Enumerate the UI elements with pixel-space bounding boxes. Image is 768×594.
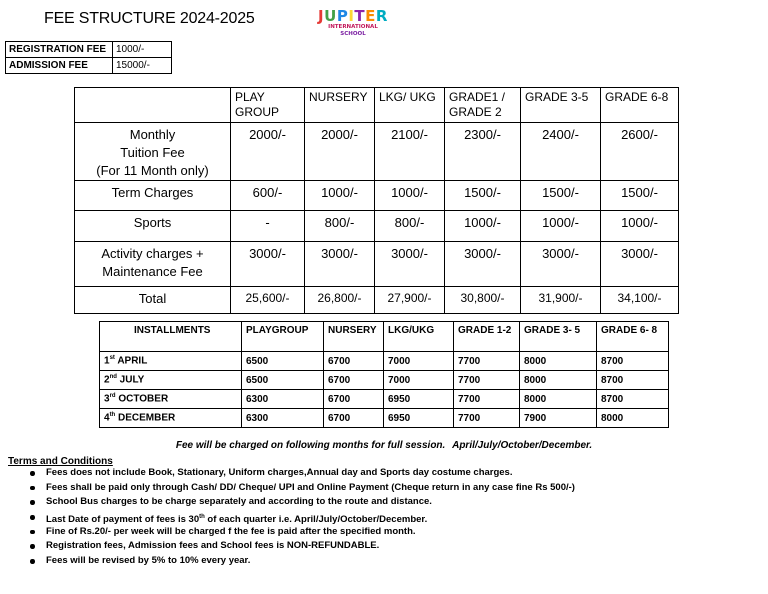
column-header: NURSERY	[324, 322, 384, 352]
column-header	[75, 88, 231, 123]
note-months: April/July/October/December.	[452, 440, 593, 451]
installment-cell: 6300	[242, 390, 324, 409]
table-row	[100, 371, 669, 390]
fee-cell: 1500/-	[601, 181, 679, 211]
fee-cell: 2300/-	[445, 123, 521, 181]
table-row	[6, 58, 172, 74]
column-header: NURSERY	[305, 88, 375, 123]
column-header: GRADE 3-5	[521, 88, 601, 123]
table-header-row	[75, 88, 679, 123]
note-text: Fee will be charged on following months for full session.	[175, 440, 446, 451]
fee-cell: 3000/-	[601, 242, 679, 287]
list-item: Fees will be revised by 5% to 10% every year.	[46, 554, 766, 569]
installment-cell: 7000	[384, 371, 454, 390]
installment-cell: 8700	[597, 390, 669, 409]
row-label	[75, 242, 231, 287]
logo-subtitle: INTERNATIONAL	[328, 24, 378, 30]
row-label-line: Sports	[133, 215, 172, 230]
fee-cell: 3000/-	[375, 242, 445, 287]
fee-cell: 3000/-	[305, 242, 375, 287]
fee-cell: 2000/-	[305, 123, 375, 181]
column-header: GRADE 6-8	[601, 88, 679, 123]
terms-heading: Terms and Conditions	[8, 456, 113, 467]
fee-cell: 1000/-	[305, 181, 375, 211]
installment-label: 3rd OCTOBER	[100, 390, 242, 409]
fee-cell: 2000/-	[231, 123, 305, 181]
list-item: Fees shall be paid only through Cash/ DD/ Cheque/ UPI and Online Payment (Cheque return in any case fine Rs 500/-)	[46, 481, 766, 496]
fee-cell: 30,800/-	[445, 287, 521, 314]
installment-cell: 8000	[520, 371, 597, 390]
installment-cell: 7700	[454, 409, 520, 428]
table-row	[75, 242, 679, 287]
list-item: School Bus charges to be charge separately and according to the route and distance.	[46, 495, 766, 510]
installment-cell: 6950	[384, 409, 454, 428]
fee-cell: 1000/-	[375, 181, 445, 211]
fee-cell: 1500/-	[445, 181, 521, 211]
row-label	[75, 211, 231, 242]
logo-wordmark	[310, 8, 396, 24]
fee-cell: 800/-	[375, 211, 445, 242]
fee-cell: -	[231, 211, 305, 242]
installments-table	[99, 321, 669, 428]
installment-cell: 8000	[520, 390, 597, 409]
installment-cell: 7700	[454, 371, 520, 390]
table-row	[75, 211, 679, 242]
fee-cell: 600/-	[231, 181, 305, 211]
table-row	[100, 352, 669, 371]
table-header-row	[100, 322, 669, 352]
page-title: FEE STRUCTURE 2024-2025	[44, 10, 255, 27]
logo-letter: T	[354, 7, 366, 25]
installment-cell: 6700	[324, 352, 384, 371]
fee-cell: 1500/-	[521, 181, 601, 211]
row-label	[75, 181, 231, 211]
column-header: LKG/UKG	[384, 322, 454, 352]
installment-label: 4th DECEMBER	[100, 409, 242, 428]
table-row	[75, 181, 679, 211]
list-item: Fine of Rs.20/- per week will be charged f the fee is paid after the specified month.	[46, 525, 766, 540]
installment-cell: 8700	[597, 371, 669, 390]
fee-cell: 1000/-	[601, 211, 679, 242]
fee-cell: 25,600/-	[231, 287, 305, 314]
installment-cell: 6500	[242, 352, 324, 371]
fees-table	[5, 41, 172, 74]
column-header: INSTALLMENTS	[100, 322, 242, 352]
installment-cell: 7700	[454, 352, 520, 371]
fee-cell: 26,800/-	[305, 287, 375, 314]
table-row	[100, 409, 669, 428]
fee-cell: 31,900/-	[521, 287, 601, 314]
logo-letter: R	[375, 7, 388, 25]
column-header: PLAYGROUP	[242, 322, 324, 352]
list-item: Fees does not include Book, Stationary, Uniform charges,Annual day and Sports day costume charges.	[46, 466, 766, 481]
fee-cell: 2400/-	[521, 123, 601, 181]
column-header: PLAY GROUP	[231, 88, 305, 123]
table-row	[75, 123, 679, 181]
logo-letter: U	[324, 7, 337, 25]
fee-cell: 3000/-	[445, 242, 521, 287]
row-label	[75, 287, 231, 314]
installment-cell: 6500	[242, 371, 324, 390]
fee-cell: 2100/-	[375, 123, 445, 181]
fee-cell: 800/-	[305, 211, 375, 242]
fee-cell: 34,100/-	[601, 287, 679, 314]
table-row	[75, 287, 679, 314]
row-label	[75, 123, 231, 181]
row-label-line: Total	[138, 291, 167, 306]
row-label-line: Maintenance Fee	[102, 264, 203, 279]
installment-cell: 6700	[324, 390, 384, 409]
logo-letter: P	[336, 7, 349, 25]
installment-cell: 7900	[520, 409, 597, 428]
row-label-line: (For 11 Month only)	[96, 163, 209, 178]
logo-letter: I	[348, 7, 355, 25]
fee-cell: 3000/-	[521, 242, 601, 287]
fee-value: 1000/-	[113, 42, 172, 58]
installment-cell: 7000	[384, 352, 454, 371]
fee-value: 15000/-	[113, 58, 172, 74]
column-header: GRADE1 / GRADE 2	[445, 88, 521, 123]
logo-subtitle-school: SCHOOL	[340, 31, 366, 37]
installment-label: 2nd JULY	[100, 371, 242, 390]
fee-cell: 3000/-	[231, 242, 305, 287]
column-header: LKG/ UKG	[375, 88, 445, 123]
fee-cell: 27,900/-	[375, 287, 445, 314]
fee-cell: 2600/-	[601, 123, 679, 181]
fee-label: ADMISSION FEE	[6, 58, 113, 74]
column-header: GRADE 3- 5	[520, 322, 597, 352]
column-header: GRADE 6- 8	[597, 322, 669, 352]
installment-cell: 8000	[597, 409, 669, 428]
fee-label: REGISTRATION FEE	[6, 42, 113, 58]
table-row	[100, 390, 669, 409]
fee-cell: 1000/-	[521, 211, 601, 242]
schedule-note	[0, 440, 768, 451]
installment-cell: 8000	[520, 352, 597, 371]
installment-cell: 6950	[384, 390, 454, 409]
tuition-fee-table	[74, 87, 679, 314]
table-row	[6, 42, 172, 58]
installment-cell: 7700	[454, 390, 520, 409]
row-label-line: Monthly	[129, 127, 176, 142]
row-label-line: Tuition Fee	[120, 145, 185, 160]
row-label-line: Term Charges	[111, 185, 194, 200]
installment-cell: 6300	[242, 409, 324, 428]
installment-cell: 8700	[597, 352, 669, 371]
list-item: Last Date of payment of fees is 30th of each quarter i.e. April/July/October/December.	[46, 510, 766, 525]
school-logo	[310, 8, 396, 48]
list-item: Registration fees, Admission fees and School fees is NON-REFUNDABLE.	[46, 539, 766, 554]
row-label-line: Activity charges +	[101, 246, 204, 261]
column-header: GRADE 1-2	[454, 322, 520, 352]
installment-cell: 6700	[324, 371, 384, 390]
installment-cell: 6700	[324, 409, 384, 428]
installment-label: 1st APRIL	[100, 352, 242, 371]
terms-list	[8, 466, 766, 569]
logo-letter: J	[318, 7, 325, 25]
logo-letter: E	[365, 7, 376, 25]
fee-cell: 1000/-	[445, 211, 521, 242]
